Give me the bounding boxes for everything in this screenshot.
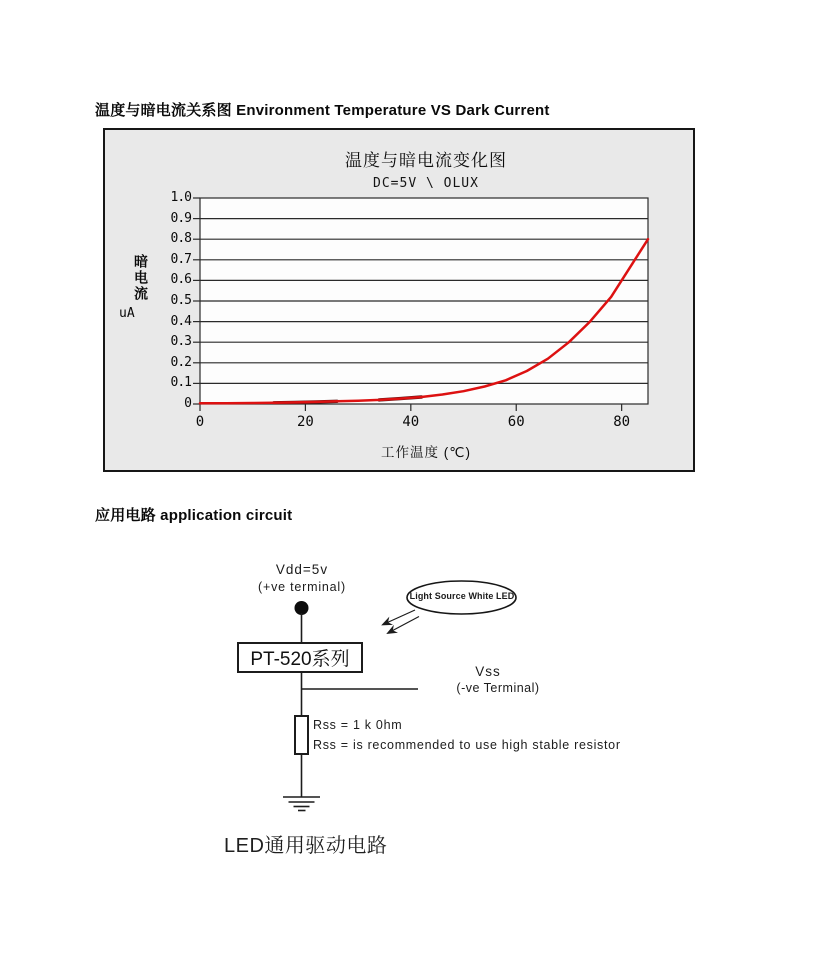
chart-environment-temp-vs-dark-current <box>103 128 695 472</box>
y-axis-unit: uA <box>119 306 135 321</box>
y-tick-label: 0 <box>184 396 191 411</box>
light-ray-arrow-2 <box>388 617 419 634</box>
rss-value-line: Rss = 1 k 0hm <box>313 718 403 732</box>
y-tick-label: 0.1 <box>170 375 191 391</box>
light-ray-arrow-1 <box>383 610 415 625</box>
chart-subtitle: DC=5V \ OLUX <box>373 176 479 191</box>
y-axis-title: 暗电流 <box>133 254 149 302</box>
x-tick-label: 0 <box>195 414 205 430</box>
x-axis-title: 工作温度 (℃) <box>381 445 471 460</box>
y-tick-label: 0.6 <box>170 272 191 288</box>
x-tick-label: 20 <box>296 414 314 430</box>
pt520-label: PT-520系列 <box>250 649 350 670</box>
y-tick-label: 0.4 <box>170 313 191 329</box>
pt520-component-box <box>237 642 363 673</box>
y-tick-label: 0.5 <box>170 293 191 308</box>
y-tick-label: 0.3 <box>170 334 191 350</box>
circuit-wiring <box>0 540 818 860</box>
application-circuit-diagram <box>0 540 818 860</box>
x-tick-label: 40 <box>402 414 420 430</box>
resistor-symbol <box>295 716 308 754</box>
vdd-sub-label: (+ve terminal) <box>258 580 346 594</box>
vdd-label: Vdd=5v <box>275 562 329 577</box>
light-source-label: Light Source White LED <box>409 591 515 601</box>
x-tick-label: 60 <box>507 414 525 430</box>
y-tick-label: 1.0 <box>170 190 191 205</box>
y-tick-label: 0.9 <box>170 210 191 226</box>
rss-recommendation-line: Rss = is recommended to use high stable resistor <box>313 737 621 752</box>
section-title-dark-current: 温度与暗电流关系图 Environment Temperature VS Dark Current <box>95 102 550 119</box>
circuit-caption: LED通用驱动电路 <box>224 835 388 857</box>
y-tick-label: 0.2 <box>170 354 191 370</box>
ground-icon <box>283 797 320 811</box>
chart-title: 温度与暗电流变化图 <box>345 151 507 170</box>
section-title-application-circuit: 应用电路 application circuit <box>95 507 293 524</box>
x-tick-label: 80 <box>613 414 631 430</box>
rss-note <box>313 716 621 755</box>
supply-node-dot <box>295 601 309 615</box>
y-tick-label: 0.7 <box>170 251 191 267</box>
y-tick-label: 0.8 <box>170 231 191 247</box>
vss-label: Vss <box>475 664 501 679</box>
vss-sub-label: (-ve Terminal) <box>456 681 540 695</box>
